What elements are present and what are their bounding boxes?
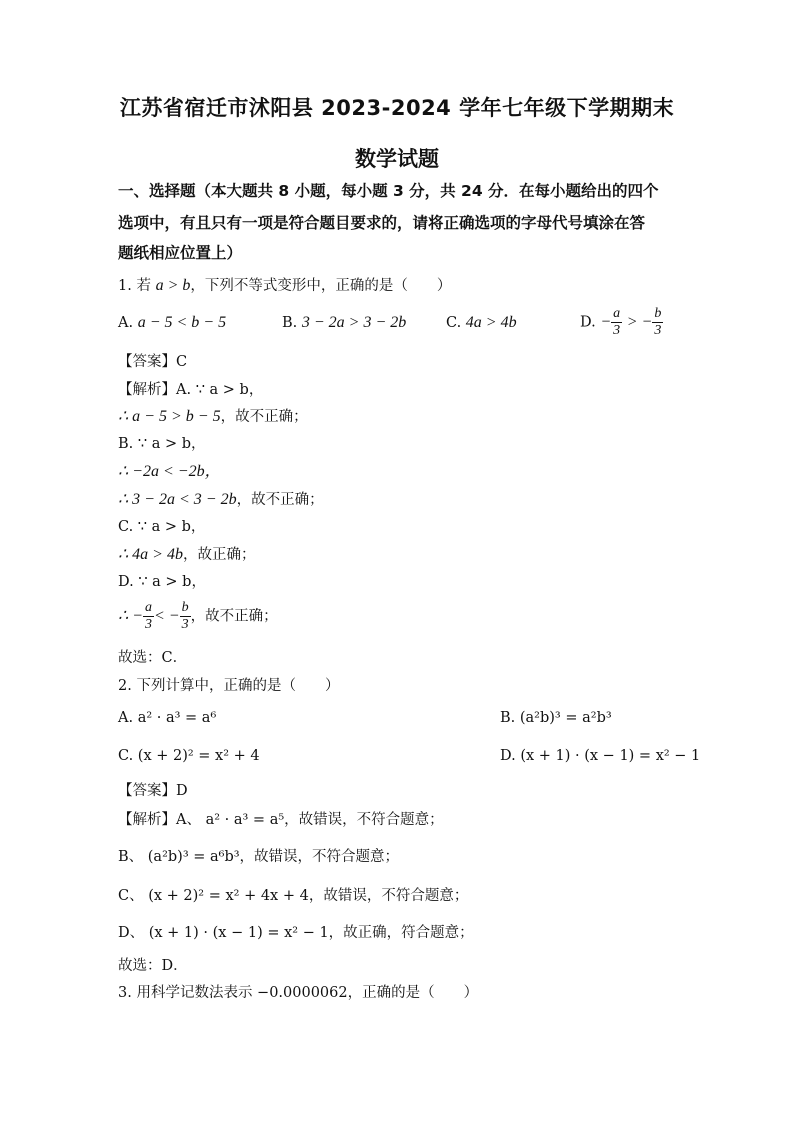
q1-exp7-text: ，故正确； (182, 547, 256, 563)
q1-option-c-math: 4a > 4b (465, 314, 517, 331)
q2-option-d: D. (x + 1) · (x − 1) = x² − 1 (500, 748, 701, 764)
q2-conclusion: 故选：D． (118, 958, 188, 974)
q1-exp9-fraction-1: $\frac{a}{3}$ (144, 600, 152, 632)
q2-option-c: C. (x + 2)² = x² + 4 (118, 748, 260, 764)
q1-option-a-label: A. (118, 315, 134, 331)
q1-option-d-operator: > − (626, 313, 653, 331)
q1-explanation-line8: D. ∵ a > b， (118, 574, 206, 590)
q1-explanation-line4 (118, 462, 221, 482)
q1-stem-math: a > b (155, 277, 191, 294)
q1-exp4-math: ∴ −2a < −2b， (118, 463, 221, 480)
q1-exp9-fraction-2: $\frac{b}{3}$ (181, 600, 189, 632)
q1-stem-prefix: 1. 若 (118, 278, 151, 294)
q2-option-b: B. (a²b)³ = a²b³ (500, 710, 612, 726)
q1-explanation-line5 (118, 490, 324, 510)
q1-exp9-prefix: ∴ − (118, 607, 143, 625)
q1-option-b-math: 3 − 2a > 3 − 2b (301, 314, 407, 331)
q1-option-c (446, 314, 517, 332)
q2-option-a: A. a² · a³ = a⁶ (118, 710, 217, 726)
q1-option-d-fraction-1: $\frac{a}{3}$ (613, 306, 621, 338)
q1-explanation-line2 (118, 407, 308, 427)
q1-explanation-line7 (118, 545, 255, 565)
q1-option-d (580, 306, 663, 339)
q2-explanation-d: D、 (x + 1) · (x − 1) = x² − 1，故正确，符合题意； (118, 925, 474, 941)
q1-conclusion: 故选：C． (118, 650, 188, 666)
q1-explanation-line6: C. ∵ a > b， (118, 519, 206, 535)
q1-explanation-line9 (118, 600, 278, 633)
q1-exp5-math: ∴ 3 − 2a < 3 − 2b (118, 491, 237, 508)
q1-option-b (282, 314, 406, 332)
q2-answer: 【答案】D (118, 783, 188, 799)
q2-explanation-a: 【解析】A、 a² · a³ = a⁵，故错误，不符合题意； (118, 812, 444, 828)
q2-explanation-b: B、 (a²b)³ = a⁶b³，故错误，不符合题意； (118, 849, 400, 865)
q1-explanation-line1: 【解析】A. ∵ a > b， (118, 382, 264, 398)
q1-exp2-math: ∴ a − 5 > b − 5 (118, 408, 221, 425)
q3-stem: 3. 用科学记数法表示 −0.0000062，正确的是（ ） (118, 985, 479, 1001)
q1-exp9-text: ，故不正确； (190, 608, 278, 625)
q1-option-a-math: a − 5 < b − 5 (137, 314, 227, 331)
q1-option-d-label: D. (580, 314, 596, 331)
document-subtitle: 数学试题 (355, 147, 439, 171)
section-heading-line3: 题纸相应位置上） (118, 244, 243, 262)
q1-exp2-text: ，故不正确； (220, 409, 308, 425)
section-heading-line1: 一、选择题（本大题共 8 小题，每小题 3 分，共 24 分．在每小题给出的四个 (118, 182, 659, 200)
q1-exp9-operator: < − (153, 607, 180, 625)
q1-answer: 【答案】C (118, 354, 188, 370)
q1-option-c-label: C. (446, 315, 462, 331)
q1-option-d-sign: − (600, 313, 612, 331)
q1-stem (118, 276, 451, 296)
q1-option-a (118, 314, 226, 332)
q1-exp5-text: ，故不正确； (236, 492, 324, 508)
q1-exp7-math: ∴ 4a > 4b (118, 546, 183, 563)
section-heading-line2: 选项中，有且只有一项是符合题目要求的，请将正确选项的字母代号填涂在答 (118, 214, 646, 232)
document-title: 江苏省宿迁市沭阳县 2023-2024 学年七年级下学期期末 (119, 96, 675, 120)
q1-option-d-fraction-2: $\frac{b}{3}$ (654, 306, 662, 338)
q2-explanation-c: C、 (x + 2)² = x² + 4x + 4，故错误，不符合题意； (118, 888, 469, 904)
q1-stem-suffix: ，下列不等式变形中，正确的是（ ） (190, 278, 452, 294)
q1-explanation-line3: B. ∵ a > b， (118, 436, 206, 452)
q2-stem: 2. 下列计算中，正确的是（ ） (118, 678, 340, 694)
q1-option-b-label: B. (282, 315, 298, 331)
